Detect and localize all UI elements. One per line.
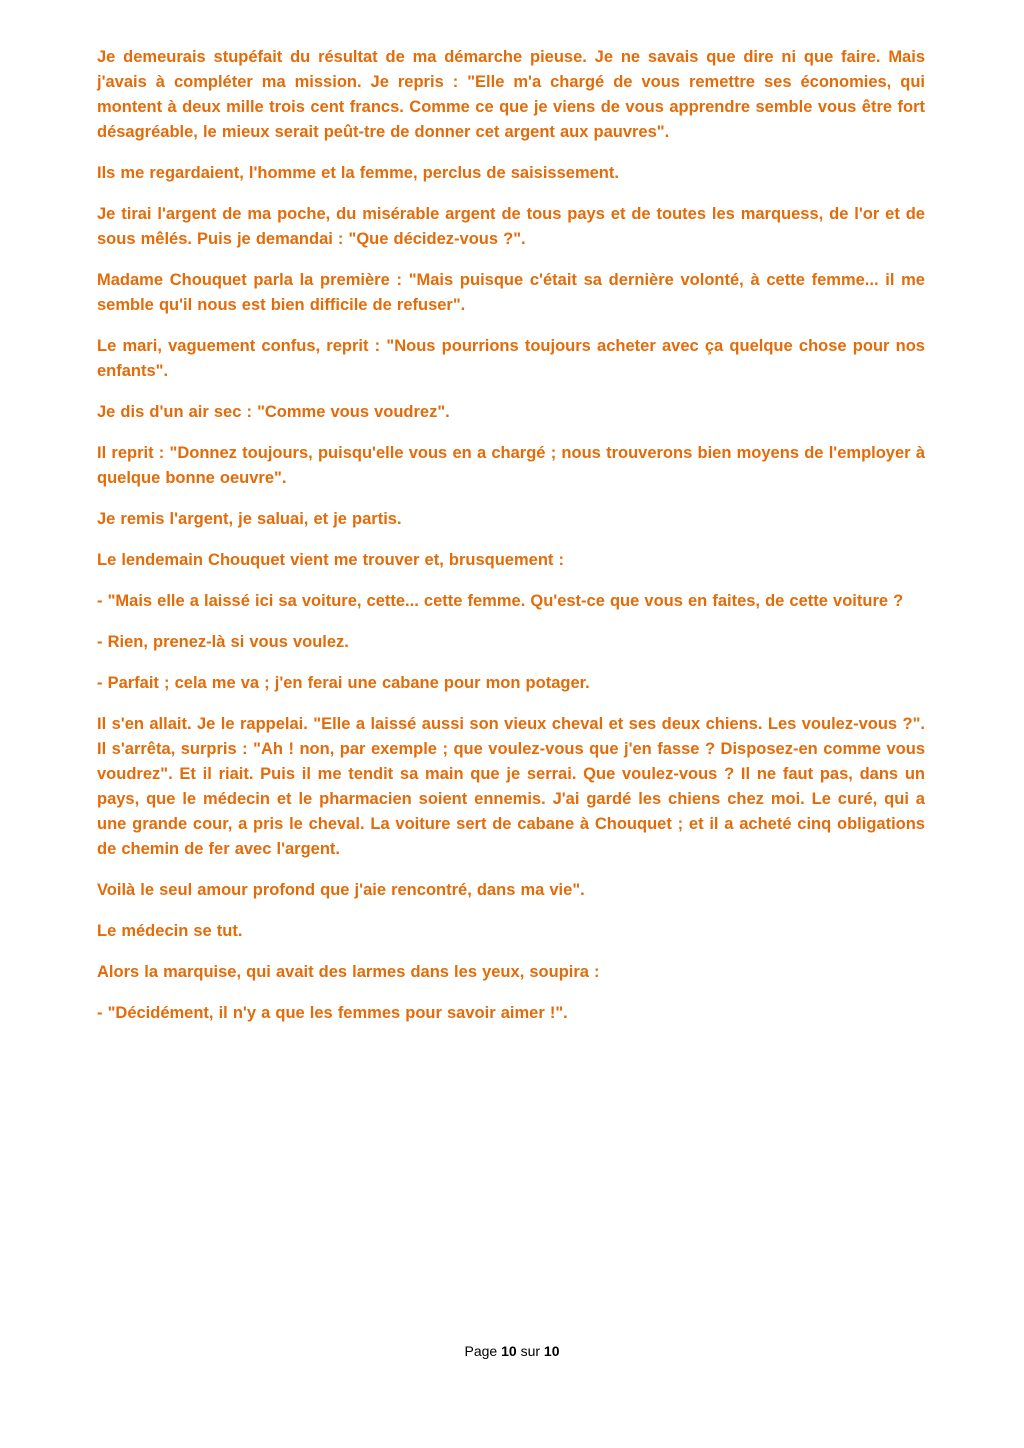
paragraph: Alors la marquise, qui avait des larmes dans les yeux, soupira : [97, 963, 600, 981]
story-text [97, 45, 925, 1042]
paragraph: Il reprit : "Donnez toujours, puisqu'elle vous en a chargé ; nous trouverons bien moyens de l'employer à quelque bonne oeuvre". [97, 444, 925, 487]
paragraph: Je dis d'un air sec : "Comme vous voudrez". [97, 403, 450, 421]
paragraph: Le lendemain Chouquet vient me trouver et, brusquement : [97, 551, 564, 569]
paragraph: - Rien, prenez-là si vous voulez. [97, 633, 349, 651]
paragraph: Le mari, vaguement confus, reprit : "Nous pourrions toujours acheter avec ça quelque chose pour nos enfants". [97, 337, 925, 380]
paragraph: Je remis l'argent, je saluai, et je partis. [97, 510, 402, 528]
paragraph: Il s'en allait. Je le rappelai. "Elle a laissé aussi son vieux cheval et ses deux chiens. Les voulez-vous ?". Il s'arrêta, surpris : "Ah ! non, par exemple ; que voulez-vous que j'en fasse ? Disposez-en comme vous voudrez". Et il riait. Puis il me tendit sa main que je serrai. Que voulez-vous ? Il ne faut pas, dans un pays, que le médecin et le pharmacien soient ennemis. J'ai gardé les chiens chez moi. Le curé, qui a une grande cour, a pris le cheval. La voiture sert de cabane à Chouquet ; et il a acheté cinq obligations de chemin de fer avec l'argent. [97, 715, 925, 858]
paragraph: Ils me regardaient, l'homme et la femme, perclus de saisissement. [97, 164, 619, 182]
paragraph: Madame Chouquet parla la première : "Mais puisque c'était sa dernière volonté, à cette femme... il me semble qu'il nous est bien difficile de refuser". [97, 271, 925, 314]
paragraph: - Parfait ; cela me va ; j'en ferai une cabane pour mon potager. [97, 674, 590, 692]
page-label: Page [464, 1343, 498, 1359]
paragraph: Je tirai l'argent de ma poche, du misérable argent de tous pays et de toutes les marquess, de l'or et de sous mêlés. Puis je demandai : "Que décidez-vous ?". [97, 205, 925, 248]
current-page-number: 10 [501, 1343, 517, 1359]
total-page-count: 10 [543, 1343, 560, 1359]
paragraph: - "Mais elle a laissé ici sa voiture, cette... cette femme. Qu'est-ce que vous en faites, de cette voiture ? [97, 592, 904, 610]
page-footer [0, 1343, 1024, 1359]
page-separator: sur [520, 1343, 541, 1359]
paragraph: - "Décidément, il n'y a que les femmes pour savoir aimer !". [97, 1004, 568, 1022]
paragraph: Voilà le seul amour profond que j'aie rencontré, dans ma vie". [97, 881, 585, 899]
paragraph: Le médecin se tut. [97, 922, 243, 940]
paragraph: Je demeurais stupéfait du résultat de ma démarche pieuse. Je ne savais que dire ni que faire. Mais j'avais à compléter ma mission. Je repris : "Elle m'a chargé de vous remettre ses économies, qui montent à deux mille trois cent francs. Comme ce que je viens de vous apprendre semble vous être fort désagréable, le mieux serait peût-tre de donner cet argent aux pauvres". [97, 48, 925, 141]
